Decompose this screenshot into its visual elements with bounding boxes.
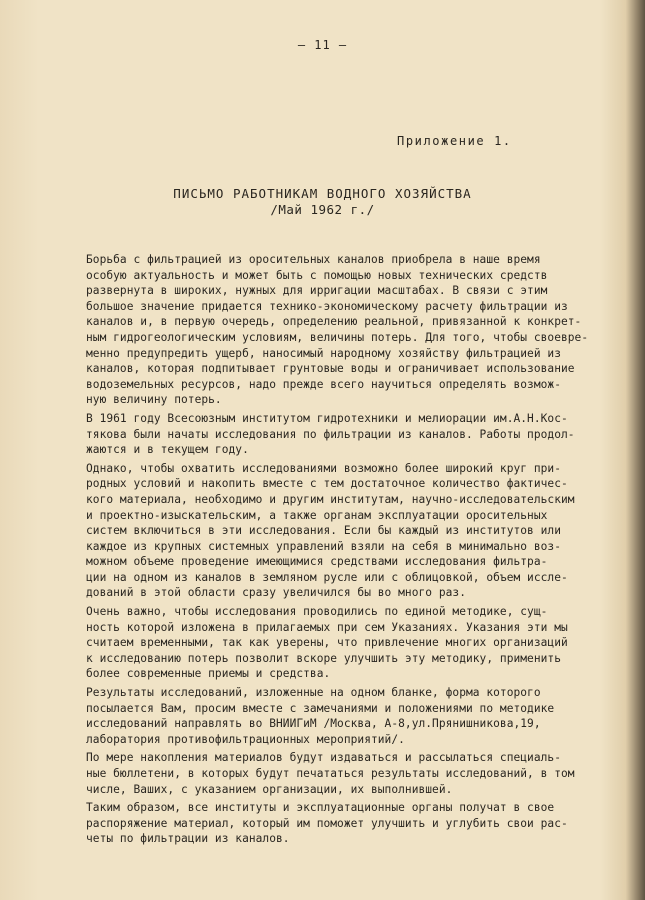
- text-line: каналов, которая подпитывает грунтовые воды и ограничивает использование: [86, 362, 575, 376]
- text-line: жаются и в текущем году.: [86, 443, 249, 457]
- text-line: развернута в широких, нужных для ирригации масштабах. В связи с этим: [86, 284, 548, 298]
- page-number: — 11 —: [297, 38, 348, 52]
- text-line: Таким образом, все институты и эксплуатационные органы получат в свое: [86, 801, 555, 815]
- text-line: В 1961 году Всесоюзным институтом гидротехники и мелиорации им.А.Н.Кос-: [86, 411, 568, 425]
- paragraph: [86, 750, 594, 797]
- paragraph: [86, 461, 594, 601]
- text-line: Результаты исследований, изложенные на одном бланке, форма которого: [86, 686, 541, 700]
- text-line: дований в этой области сразу увеличился бы во много раз.: [86, 586, 466, 600]
- document-title: ПИСЬМО РАБОТНИКАМ ВОДНОГО ХОЗЯЙСТВА: [173, 186, 472, 201]
- letter-body: [86, 252, 594, 850]
- text-line: Однако, чтобы охватить исследованиями возможно более широкий круг при-: [86, 461, 561, 475]
- text-line: распоряжение материал, который им поможет улучшить и углубить свои рас-: [86, 816, 568, 830]
- text-line: к исследованию потерь позволит вскоре улучшить эту методику, применить: [86, 651, 561, 665]
- text-line: ную величину потерь.: [86, 393, 222, 407]
- document-date: /Май 1962 г./: [270, 202, 375, 217]
- text-line: ные бюллетени, в которых будут печататься результаты исследований, в том: [86, 767, 575, 780]
- text-line: и проектно-изыскательским, а также органам эксплуатации оросительных: [86, 508, 548, 522]
- text-line: можном объеме проведение имеющимися средствами исследования фильтра-: [86, 555, 548, 569]
- paragraph: [86, 685, 594, 747]
- text-line: особую актуальность и может быть с помощью новых технических средств: [86, 268, 548, 282]
- paragraph: [86, 800, 594, 847]
- text-line: исследований направлять во ВНИИГиМ /Москва, А-8,ул.Прянишникова,19,: [86, 717, 541, 731]
- text-line: водоземельных ресурсов, надо прежде всего научиться определять возмож-: [86, 377, 561, 391]
- text-line: тякова были начаты исследования по фильтрации из каналов. Работы продол-: [86, 427, 575, 441]
- text-line: числе, Ваших, с указанием организации, их выполнившей.: [86, 782, 453, 796]
- paragraph: [86, 252, 594, 408]
- text-line: ным гидрогеологическим условиям, величины потерь. Для того, чтобы своевре-: [86, 330, 589, 344]
- paragraph: [86, 411, 594, 458]
- text-line: четы по фильтрации из каналов.: [86, 832, 290, 846]
- text-line: ность которой изложена в прилагаемых при сем Указаниях. Указания эти мы: [86, 620, 568, 634]
- text-line: менно предупредить ущерб, наносимый народному хозяйству фильтрацией из: [86, 346, 561, 360]
- text-line: Очень важно, чтобы исследования проводились по единой методике, сущ-: [86, 605, 548, 619]
- text-line: посылается Вам, просим вместе с замечаниями и положениями по методике: [86, 701, 555, 715]
- paragraph: [86, 604, 594, 682]
- text-line: кого материала, необходимо и другим институтам, научно-исследовательским: [86, 492, 575, 506]
- text-line: более современные приемы и средства.: [86, 667, 331, 681]
- text-line: каналов и, в первую очередь, определению реальной, привязанной к конкрет-: [86, 315, 582, 329]
- text-line: ции на одном из каналов в земляном русле или с облицовкой, объем иссле-: [86, 570, 568, 584]
- appendix-label: Приложение 1.: [397, 134, 512, 148]
- text-line: каждое из крупных системных управлений взяли на себя в минимально воз-: [86, 539, 561, 553]
- text-line: По мере накопления материалов будут издаваться и рассылаться специаль-: [86, 751, 561, 765]
- text-line: считаем временными, так как уверены, что привлечение многих организаций: [86, 636, 568, 650]
- text-line: лаборатория противофильтрационных мероприятий/.: [86, 732, 405, 746]
- text-line: родных условий и накопить вместе с тем достаточное количество фактичес-: [86, 477, 568, 491]
- text-line: систем включиться в эти исследования. Если бы каждый из институтов или: [86, 524, 561, 538]
- text-line: большое значение придается технико-экономическому расчету фильтрации из: [86, 299, 568, 313]
- text-line: Борьба с фильтрацией из оросительных каналов приобрела в наше время: [86, 253, 541, 266]
